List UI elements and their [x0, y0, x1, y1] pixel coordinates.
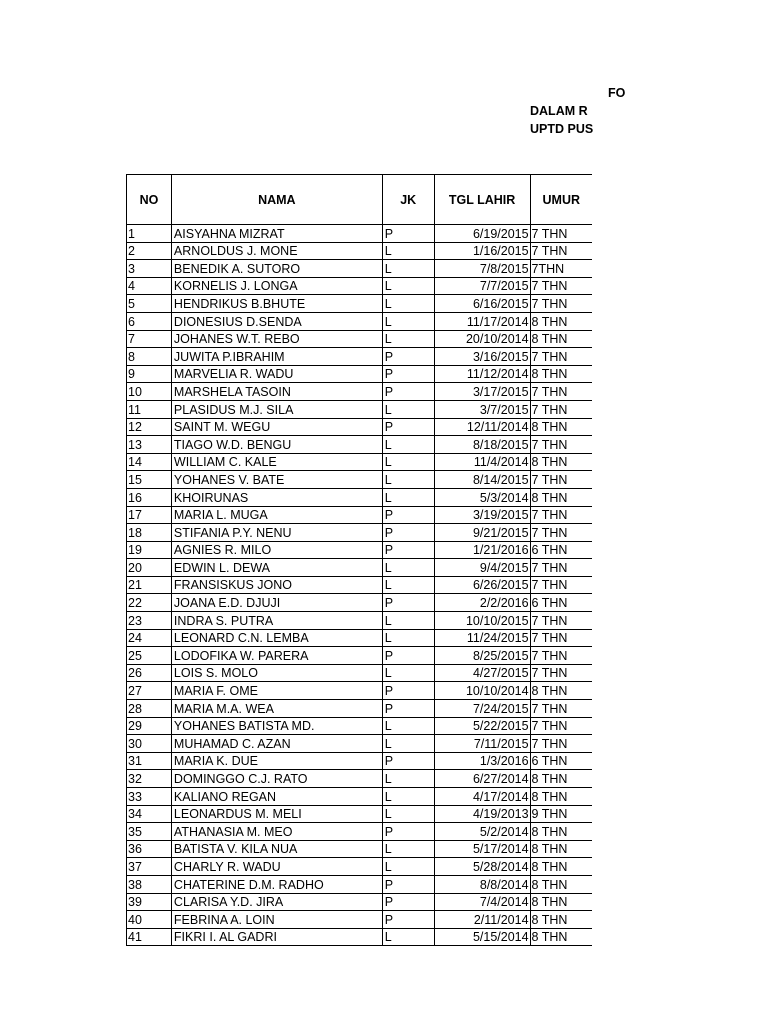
cell-tgl-lahir: 7/24/2015 — [434, 700, 530, 718]
document-title-line-2: DALAM R — [530, 104, 588, 118]
cell-jk: L — [382, 612, 434, 630]
cell-tgl-lahir: 3/7/2015 — [434, 400, 530, 418]
table-row — [127, 242, 593, 260]
column-header-no: NO — [127, 175, 172, 225]
cell-umur: 8 THN — [530, 488, 592, 506]
cell-umur: 8 THN — [530, 682, 592, 700]
table-row — [127, 260, 593, 278]
cell-nama: EDWIN L. DEWA — [171, 559, 382, 577]
cell-tgl-lahir: 8/18/2015 — [434, 436, 530, 454]
cell-nama: JOANA E.D. DJUJI — [171, 594, 382, 612]
table-row — [127, 383, 593, 401]
cell-umur: 7 THN — [530, 647, 592, 665]
column-header-tgl-lahir: TGL LAHIR — [434, 175, 530, 225]
cell-jk: P — [382, 383, 434, 401]
table-row — [127, 524, 593, 542]
cell-tgl-lahir: 2/2/2016 — [434, 594, 530, 612]
cell-nama: FIKRI I. AL GADRI — [171, 928, 382, 946]
cell-umur: 7 THN — [530, 383, 592, 401]
cell-umur: 7 THN — [530, 559, 592, 577]
cell-nama: MARSHELA TASOIN — [171, 383, 382, 401]
cell-nama: CHATERINE D.M. RADHO — [171, 875, 382, 893]
cell-no: 24 — [127, 629, 172, 647]
cell-no: 9 — [127, 365, 172, 383]
cell-umur: 8 THN — [530, 330, 592, 348]
cell-no: 4 — [127, 277, 172, 295]
cell-nama: CLARISA Y.D. JIRA — [171, 893, 382, 911]
cell-jk: L — [382, 471, 434, 489]
cell-umur: 8 THN — [530, 453, 592, 471]
cell-nama: PLASIDUS M.J. SILA — [171, 400, 382, 418]
cell-tgl-lahir: 11/4/2014 — [434, 453, 530, 471]
cell-jk: L — [382, 629, 434, 647]
cell-no: 3 — [127, 260, 172, 278]
cell-jk: L — [382, 664, 434, 682]
cell-no: 31 — [127, 752, 172, 770]
cell-umur: 7 THN — [530, 400, 592, 418]
cell-tgl-lahir: 3/17/2015 — [434, 383, 530, 401]
cell-tgl-lahir: 5/28/2014 — [434, 858, 530, 876]
cell-jk: P — [382, 365, 434, 383]
cell-nama: YOHANES BATISTA MD. — [171, 717, 382, 735]
cell-nama: FEBRINA A. LOIN — [171, 911, 382, 929]
cell-jk: P — [382, 594, 434, 612]
cell-no: 15 — [127, 471, 172, 489]
table-row — [127, 541, 593, 559]
cell-tgl-lahir: 3/19/2015 — [434, 506, 530, 524]
cell-umur: 7 THN — [530, 717, 592, 735]
cell-jk: L — [382, 488, 434, 506]
cell-umur: 7 THN — [530, 348, 592, 366]
cell-tgl-lahir: 5/2/2014 — [434, 823, 530, 841]
cell-no: 13 — [127, 436, 172, 454]
student-table — [126, 174, 592, 946]
cell-umur: 7 THN — [530, 242, 592, 260]
table-row — [127, 312, 593, 330]
cell-nama: MARVELIA R. WADU — [171, 365, 382, 383]
cell-nama: JOHANES W.T. REBO — [171, 330, 382, 348]
cell-jk: P — [382, 647, 434, 665]
table-row — [127, 770, 593, 788]
table-row — [127, 700, 593, 718]
cell-no: 41 — [127, 928, 172, 946]
cell-no: 40 — [127, 911, 172, 929]
cell-tgl-lahir: 10/10/2014 — [434, 682, 530, 700]
table-body — [127, 225, 593, 946]
cell-nama: AGNIES R. MILO — [171, 541, 382, 559]
column-header-umur: UMUR — [530, 175, 592, 225]
table-row — [127, 348, 593, 366]
cell-umur: 8 THN — [530, 840, 592, 858]
table-row — [127, 805, 593, 823]
cell-jk: L — [382, 559, 434, 577]
cell-tgl-lahir: 5/15/2014 — [434, 928, 530, 946]
cell-tgl-lahir: 11/12/2014 — [434, 365, 530, 383]
cell-no: 6 — [127, 312, 172, 330]
table-row — [127, 752, 593, 770]
cell-no: 5 — [127, 295, 172, 313]
cell-no: 12 — [127, 418, 172, 436]
cell-tgl-lahir: 9/4/2015 — [434, 559, 530, 577]
cell-tgl-lahir: 11/24/2015 — [434, 629, 530, 647]
cell-umur: 8 THN — [530, 788, 592, 806]
cell-jk: L — [382, 735, 434, 753]
table-row — [127, 453, 593, 471]
cell-no: 33 — [127, 788, 172, 806]
cell-jk: L — [382, 277, 434, 295]
cell-no: 22 — [127, 594, 172, 612]
cell-jk: L — [382, 330, 434, 348]
cell-no: 25 — [127, 647, 172, 665]
cell-tgl-lahir: 11/17/2014 — [434, 312, 530, 330]
cell-no: 30 — [127, 735, 172, 753]
table-row — [127, 840, 593, 858]
cell-tgl-lahir: 7/4/2014 — [434, 893, 530, 911]
cell-no: 14 — [127, 453, 172, 471]
cell-no: 7 — [127, 330, 172, 348]
cell-tgl-lahir: 12/11/2014 — [434, 418, 530, 436]
cell-tgl-lahir: 6/26/2015 — [434, 576, 530, 594]
table-row — [127, 418, 593, 436]
cell-umur: 6 THN — [530, 541, 592, 559]
cell-umur: 6 THN — [530, 752, 592, 770]
table-row — [127, 612, 593, 630]
table-row — [127, 471, 593, 489]
table-row — [127, 735, 593, 753]
cell-umur: 8 THN — [530, 770, 592, 788]
table-row — [127, 911, 593, 929]
table-row — [127, 717, 593, 735]
table-row — [127, 576, 593, 594]
table-row — [127, 506, 593, 524]
table-row — [127, 225, 593, 243]
cell-nama: WILLIAM C. KALE — [171, 453, 382, 471]
table-row — [127, 400, 593, 418]
cell-umur: 7THN — [530, 260, 592, 278]
cell-nama: KORNELIS J. LONGA — [171, 277, 382, 295]
cell-nama: DOMINGGO C.J. RATO — [171, 770, 382, 788]
cell-jk: P — [382, 682, 434, 700]
cell-jk: P — [382, 506, 434, 524]
table-row — [127, 893, 593, 911]
cell-no: 2 — [127, 242, 172, 260]
cell-jk: L — [382, 840, 434, 858]
cell-no: 38 — [127, 875, 172, 893]
cell-nama: LEONARD C.N. LEMBA — [171, 629, 382, 647]
cell-umur: 7 THN — [530, 436, 592, 454]
cell-tgl-lahir: 1/16/2015 — [434, 242, 530, 260]
cell-umur: 7 THN — [530, 664, 592, 682]
cell-tgl-lahir: 8/25/2015 — [434, 647, 530, 665]
cell-tgl-lahir: 5/17/2014 — [434, 840, 530, 858]
cell-umur: 8 THN — [530, 928, 592, 946]
cell-nama: ATHANASIA M. MEO — [171, 823, 382, 841]
cell-nama: MARIA K. DUE — [171, 752, 382, 770]
cell-no: 32 — [127, 770, 172, 788]
cell-tgl-lahir: 3/16/2015 — [434, 348, 530, 366]
cell-tgl-lahir: 1/3/2016 — [434, 752, 530, 770]
cell-umur: 8 THN — [530, 911, 592, 929]
table-row — [127, 365, 593, 383]
cell-umur: 8 THN — [530, 418, 592, 436]
cell-jk: P — [382, 348, 434, 366]
cell-jk: L — [382, 295, 434, 313]
cell-no: 21 — [127, 576, 172, 594]
cell-no: 23 — [127, 612, 172, 630]
cell-jk: L — [382, 242, 434, 260]
cell-tgl-lahir: 10/10/2015 — [434, 612, 530, 630]
cell-nama: LODOFIKA W. PARERA — [171, 647, 382, 665]
cell-jk: L — [382, 805, 434, 823]
table-row — [127, 664, 593, 682]
cell-jk: P — [382, 225, 434, 243]
cell-nama: INDRA S. PUTRA — [171, 612, 382, 630]
cell-umur: 7 THN — [530, 277, 592, 295]
cell-no: 10 — [127, 383, 172, 401]
cell-no: 20 — [127, 559, 172, 577]
cell-umur: 7 THN — [530, 612, 592, 630]
cell-no: 11 — [127, 400, 172, 418]
cell-tgl-lahir: 7/8/2015 — [434, 260, 530, 278]
cell-tgl-lahir: 5/22/2015 — [434, 717, 530, 735]
cell-umur: 8 THN — [530, 312, 592, 330]
cell-nama: STIFANIA P.Y. NENU — [171, 524, 382, 542]
cell-jk: L — [382, 858, 434, 876]
cell-nama: TIAGO W.D. BENGU — [171, 436, 382, 454]
cell-no: 17 — [127, 506, 172, 524]
cell-jk: L — [382, 928, 434, 946]
document-title-line-1: FO — [608, 86, 626, 100]
cell-jk: L — [382, 717, 434, 735]
cell-nama: MARIA F. OME — [171, 682, 382, 700]
column-header-jk: JK — [382, 175, 434, 225]
cell-nama: BATISTA V. KILA NUA — [171, 840, 382, 858]
cell-tgl-lahir: 6/27/2014 — [434, 770, 530, 788]
cell-umur: 6 THN — [530, 594, 592, 612]
cell-tgl-lahir: 4/27/2015 — [434, 664, 530, 682]
cell-no: 28 — [127, 700, 172, 718]
cell-tgl-lahir: 5/3/2014 — [434, 488, 530, 506]
table-row — [127, 330, 593, 348]
cell-umur: 8 THN — [530, 858, 592, 876]
cell-jk: L — [382, 436, 434, 454]
cell-tgl-lahir: 2/11/2014 — [434, 911, 530, 929]
cell-jk: P — [382, 418, 434, 436]
cell-jk: L — [382, 576, 434, 594]
cell-umur: 8 THN — [530, 365, 592, 383]
cell-nama: BENEDIK A. SUTORO — [171, 260, 382, 278]
cell-nama: LOIS S. MOLO — [171, 664, 382, 682]
cell-umur: 8 THN — [530, 875, 592, 893]
cell-no: 29 — [127, 717, 172, 735]
cell-tgl-lahir: 4/19/2013 — [434, 805, 530, 823]
cell-jk: L — [382, 453, 434, 471]
cell-umur: 7 THN — [530, 225, 592, 243]
cell-umur: 7 THN — [530, 629, 592, 647]
table-row — [127, 875, 593, 893]
cell-umur: 7 THN — [530, 576, 592, 594]
table-header-row — [127, 175, 593, 225]
cell-jk: L — [382, 260, 434, 278]
cell-umur: 8 THN — [530, 893, 592, 911]
cell-tgl-lahir: 9/21/2015 — [434, 524, 530, 542]
cell-umur: 7 THN — [530, 506, 592, 524]
cell-umur: 7 THN — [530, 295, 592, 313]
cell-no: 39 — [127, 893, 172, 911]
cell-tgl-lahir: 20/10/2014 — [434, 330, 530, 348]
cell-nama: JUWITA P.IBRAHIM — [171, 348, 382, 366]
table-row — [127, 594, 593, 612]
cell-umur: 7 THN — [530, 735, 592, 753]
table-row — [127, 295, 593, 313]
cell-nama: MARIA M.A. WEA — [171, 700, 382, 718]
cell-jk: P — [382, 823, 434, 841]
cell-no: 35 — [127, 823, 172, 841]
cell-nama: HENDRIKUS B.BHUTE — [171, 295, 382, 313]
cell-nama: MUHAMAD C. AZAN — [171, 735, 382, 753]
cell-umur: 9 THN — [530, 805, 592, 823]
cell-tgl-lahir: 7/7/2015 — [434, 277, 530, 295]
cell-tgl-lahir: 8/14/2015 — [434, 471, 530, 489]
cell-nama: FRANSISKUS JONO — [171, 576, 382, 594]
cell-nama: KALIANO REGAN — [171, 788, 382, 806]
table-row — [127, 928, 593, 946]
cell-tgl-lahir: 1/21/2016 — [434, 541, 530, 559]
cell-umur: 8 THN — [530, 823, 592, 841]
cell-no: 36 — [127, 840, 172, 858]
cell-tgl-lahir: 8/8/2014 — [434, 875, 530, 893]
cell-tgl-lahir: 7/11/2015 — [434, 735, 530, 753]
cell-no: 34 — [127, 805, 172, 823]
cell-nama: CHARLY R. WADU — [171, 858, 382, 876]
cell-umur: 7 THN — [530, 471, 592, 489]
cell-no: 18 — [127, 524, 172, 542]
table-row — [127, 858, 593, 876]
table-row — [127, 436, 593, 454]
cell-tgl-lahir: 6/19/2015 — [434, 225, 530, 243]
cell-nama: SAINT M. WEGU — [171, 418, 382, 436]
cell-umur: 7 THN — [530, 524, 592, 542]
cell-jk: L — [382, 400, 434, 418]
cell-jk: P — [382, 752, 434, 770]
cell-jk: L — [382, 788, 434, 806]
cell-no: 1 — [127, 225, 172, 243]
cell-no: 37 — [127, 858, 172, 876]
table-row — [127, 488, 593, 506]
table-row — [127, 559, 593, 577]
cell-jk: P — [382, 541, 434, 559]
cell-umur: 7 THN — [530, 700, 592, 718]
table-row — [127, 788, 593, 806]
cell-no: 27 — [127, 682, 172, 700]
column-header-nama: NAMA — [171, 175, 382, 225]
table-row — [127, 647, 593, 665]
table-row — [127, 823, 593, 841]
cell-tgl-lahir: 6/16/2015 — [434, 295, 530, 313]
cell-no: 8 — [127, 348, 172, 366]
cell-no: 16 — [127, 488, 172, 506]
cell-jk: P — [382, 893, 434, 911]
cell-jk: P — [382, 524, 434, 542]
cell-nama: LEONARDUS M. MELI — [171, 805, 382, 823]
cell-tgl-lahir: 4/17/2014 — [434, 788, 530, 806]
table-row — [127, 682, 593, 700]
table-row — [127, 277, 593, 295]
cell-jk: P — [382, 875, 434, 893]
cell-nama: MARIA L. MUGA — [171, 506, 382, 524]
cell-nama: YOHANES V. BATE — [171, 471, 382, 489]
cell-nama: DIONESIUS D.SENDA — [171, 312, 382, 330]
table-row — [127, 629, 593, 647]
cell-nama: KHOIRUNAS — [171, 488, 382, 506]
cell-jk: L — [382, 770, 434, 788]
cell-jk: P — [382, 700, 434, 718]
cell-no: 19 — [127, 541, 172, 559]
cell-nama: AISYAHNA MIZRAT — [171, 225, 382, 243]
document-title-line-3: UPTD PUS — [530, 122, 594, 136]
cell-jk: P — [382, 911, 434, 929]
cell-nama: ARNOLDUS J. MONE — [171, 242, 382, 260]
cell-no: 26 — [127, 664, 172, 682]
cell-jk: L — [382, 312, 434, 330]
